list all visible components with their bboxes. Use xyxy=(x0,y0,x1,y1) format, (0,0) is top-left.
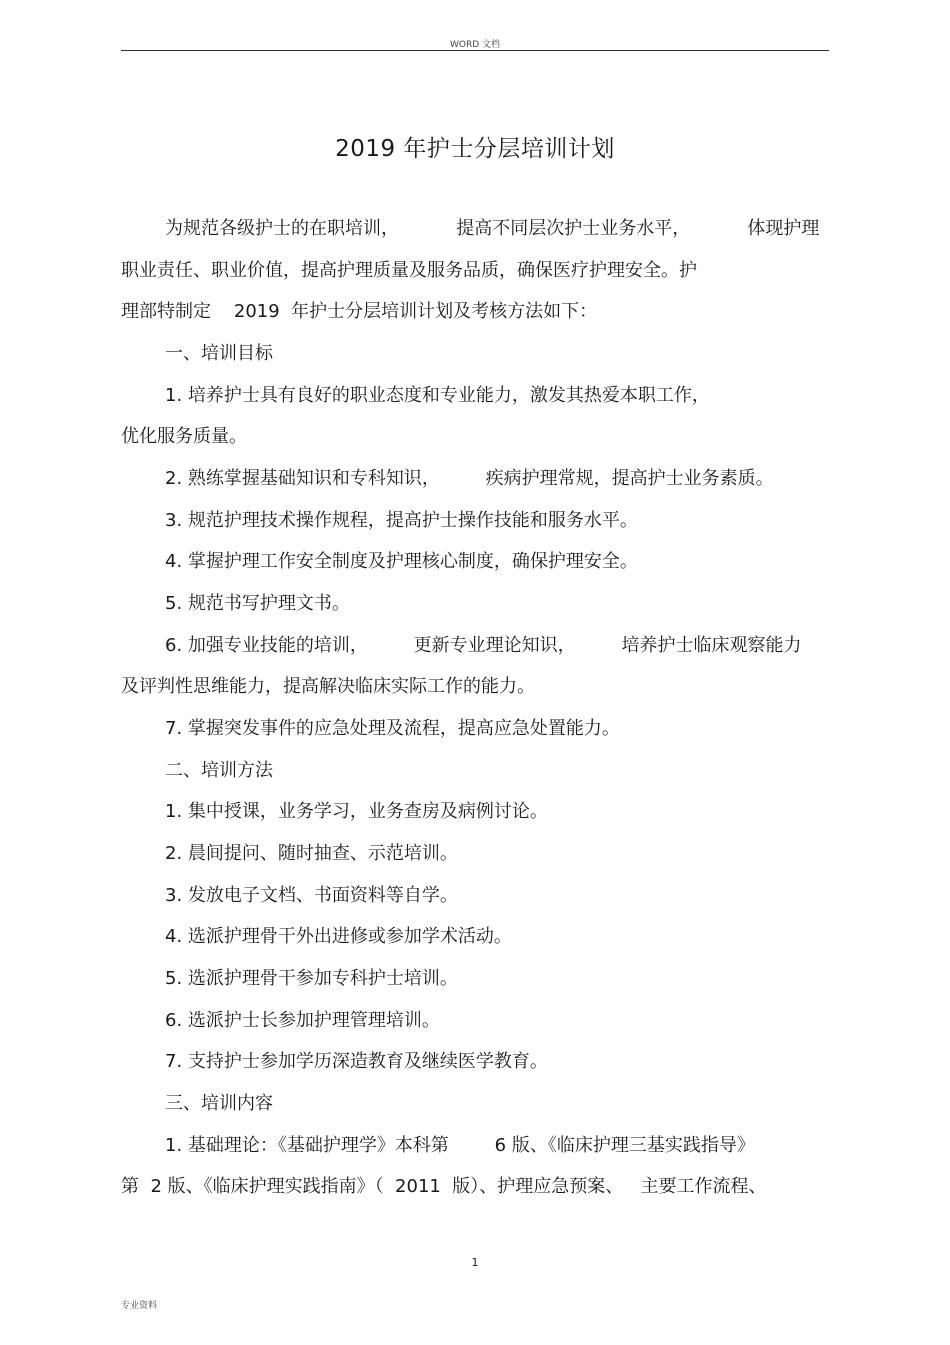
list-item: 2. 晨间提问、随时抽查、示范培训。 xyxy=(165,843,458,864)
list-item: 1. 培养护士具有良好的职业态度和专业能力，激发其热爱本职工作， xyxy=(165,385,710,406)
header-rule xyxy=(121,50,829,51)
list-item: 4. 选派护理骨干外出进修或参加学术活动。 xyxy=(165,926,512,947)
list-item: 1. 基础理论：《基础护理学》本科第 6 版、《临床护理三基实践指导》 xyxy=(165,1135,755,1156)
footer-label: 专业资料 xyxy=(121,1301,158,1311)
section-heading: 二、培训方法 xyxy=(165,760,273,781)
list-item: 7. 掌握突发事件的应急处理及流程，提高应急处置能力。 xyxy=(165,718,620,739)
section-heading: 一、培训目标 xyxy=(165,343,273,364)
list-item: 6. 选派护士长参加护理管理培训。 xyxy=(165,1010,440,1031)
list-item-continuation: 第 2 版、《临床护理实践指南》（ 2011 版）、护理应急预案、 主要工作流程、 xyxy=(121,1176,767,1197)
list-item: 1. 集中授课，业务学习，业务查房及病例讨论。 xyxy=(165,801,548,822)
list-item: 5. 规范书写护理文书。 xyxy=(165,593,350,614)
list-item-continuation: 优化服务质量。 xyxy=(121,426,247,447)
list-item: 5. 选派护理骨干参加专科护士培训。 xyxy=(165,968,458,989)
list-item: 3. 规范护理技术操作规程，提高护士操作技能和服务水平。 xyxy=(165,510,638,531)
list-item: 6. 加强专业技能的培训， 更新专业理论知识， 培养护士临床观察能力 xyxy=(165,635,802,656)
page-number: 1 xyxy=(471,1256,479,1269)
list-item: 4. 掌握护理工作安全制度及护理核心制度，确保护理安全。 xyxy=(165,551,638,572)
paragraph-line: 为规范各级护士的在职培训， 提高不同层次护士业务水平， 体现护理 xyxy=(165,218,820,239)
header-label: WORD 文档 xyxy=(449,40,501,50)
list-item: 7. 支持护士参加学历深造教育及继续医学教育。 xyxy=(165,1051,548,1072)
document-title: 2019 年护士分层培训计划 xyxy=(335,136,615,162)
list-item: 2. 熟练掌握基础知识和专科知识， 疾病护理常规，提高护士业务素质。 xyxy=(165,468,774,489)
section-heading: 三、培训内容 xyxy=(165,1093,273,1114)
list-item: 3. 发放电子文档、书面资料等自学。 xyxy=(165,885,458,906)
list-item-continuation: 及评判性思维能力，提高解决临床实际工作的能力。 xyxy=(121,676,535,697)
paragraph-line: 理部特制定 2019 年护士分层培训计划及考核方法如下： xyxy=(121,301,598,322)
paragraph-line: 职业责任、职业价值，提高护理质量及服务品质，确保医疗护理安全。护 xyxy=(121,260,697,281)
